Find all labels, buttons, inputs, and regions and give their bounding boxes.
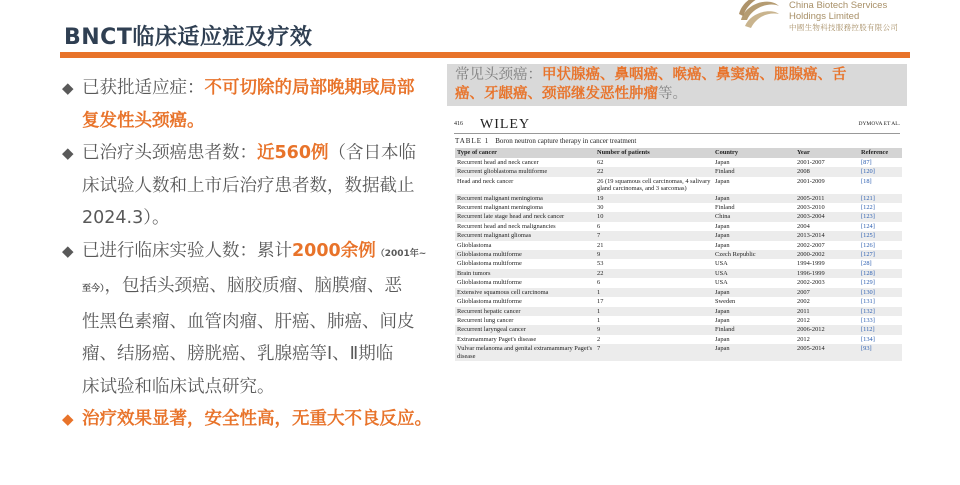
table-cell: 2007 [795, 288, 859, 297]
table-cell: 22 [595, 167, 713, 176]
table-cell: Recurrent lung cancer [457, 316, 514, 324]
table-cell: 2011 [795, 307, 859, 316]
table-cell: Sweden [715, 298, 736, 306]
table-cell: Glioblastoma multiforme [457, 279, 522, 287]
reference-link[interactable]: [131] [861, 298, 875, 306]
journal-excerpt [447, 108, 907, 485]
table-cell: 2001-2009 [797, 177, 825, 185]
table-cell: 17 [597, 298, 604, 306]
reference-link[interactable]: [120] [859, 167, 902, 176]
table-cell: Finland [715, 204, 735, 212]
table-cell: 26 (19 squamous cell carcinomas, 4 salivary gland carcinomas, and 3 sarcomas) [597, 177, 711, 193]
page-number: 416 [454, 121, 463, 127]
table-cell: USA [715, 279, 728, 287]
table-row [455, 250, 902, 259]
table-cell: Japan [713, 231, 795, 240]
table-row [455, 158, 902, 167]
reference-link[interactable]: [123] [859, 212, 902, 221]
table-cell: Recurrent head and neck malignancies [457, 222, 556, 230]
reference-link[interactable]: [93] [859, 344, 902, 361]
table-cell: Japan [715, 177, 730, 185]
column-header: Country [713, 148, 795, 158]
company-logo [735, 0, 960, 38]
reference-link[interactable]: [126] [861, 241, 875, 249]
column-header: Number of patients [595, 148, 713, 158]
bullet-efficacy: ◆ 治疗效果显著，安全性高，无重大不良反应。 [62, 403, 442, 436]
column-header: Year [795, 148, 859, 158]
table-cell: 1 [595, 307, 713, 316]
table-cell: Japan [715, 335, 730, 343]
diamond-bullet-icon: ◆ [62, 410, 74, 428]
table-cell: 2012 [797, 335, 810, 343]
table-cell: Japan [715, 316, 730, 324]
reference-link[interactable]: [128] [859, 269, 902, 278]
table-row [455, 167, 902, 176]
table-cell: Japan [713, 288, 795, 297]
reference-link[interactable]: [133] [861, 316, 875, 324]
table-cell: 2002-2007 [797, 241, 825, 249]
table-cell: 2012 [797, 316, 810, 324]
table-caption: TABLE 1 Boron neutron capture therapy in cancer treatment [455, 137, 637, 145]
table-cell: 10 [595, 212, 713, 221]
table-cell: Recurrent hepatic cancer [455, 307, 595, 316]
table-row [455, 269, 902, 278]
reference-link[interactable]: [28] [861, 260, 872, 268]
table-cell: 2004 [797, 222, 810, 230]
reference-link[interactable]: [132] [859, 307, 902, 316]
table-cell: 2005-2011 [795, 194, 859, 203]
table-cell: Finland [713, 167, 795, 176]
table-cell: Japan [713, 307, 795, 316]
table-cell: Japan [715, 159, 730, 166]
logo-text: China Biotech Services Holdings Limited 中國生物科技服務控股有限公司 [789, 0, 899, 32]
table-cell: Recurrent laryngeal cancer [455, 325, 595, 334]
table-row [455, 259, 902, 268]
bullet-clinical-trials: ◆ 已进行临床实验人数：累计2000余例（2001年~ [62, 235, 442, 271]
table-cell: Recurrent malignant meningioma [455, 194, 595, 203]
table-cell: 2003-2010 [797, 204, 825, 212]
table-cell: Recurrent malignant meningioma [457, 204, 543, 212]
table-cell: 62 [597, 159, 604, 166]
diamond-bullet-icon: ◆ [62, 241, 74, 260]
title-underline [60, 52, 910, 58]
journal-logo: WILEY [480, 117, 531, 132]
table-cell: 1994-1999 [797, 260, 825, 268]
table-cell: 2001-2007 [797, 159, 825, 166]
bullet-approved-indication: ◆ 已获批适应症：不可切除的局部晚期或局部 [62, 72, 442, 105]
table-cell: Japan [715, 241, 730, 249]
column-header: Reference [859, 148, 902, 158]
table-row [455, 335, 902, 344]
table-cell: 9 [595, 250, 713, 259]
table-cell: 2000-2002 [795, 250, 859, 259]
table-cell: 2002-2003 [797, 279, 825, 287]
table-row [455, 177, 902, 194]
table-row [455, 278, 902, 287]
table-row [455, 222, 902, 231]
reference-link[interactable]: [121] [859, 194, 902, 203]
journal-header [454, 116, 900, 134]
table-row [455, 307, 902, 316]
table-cell: 1 [597, 316, 601, 324]
logo-swirl-icon [735, 0, 783, 34]
table-cell: Glioblastoma multiforme [455, 250, 595, 259]
table-row [455, 297, 902, 306]
table-cell: Finland [713, 325, 795, 334]
table-cell: Recurrent malignant gliomas [455, 231, 595, 240]
table-cell: Head and neck cancer [457, 177, 514, 185]
table-cell: 21 [597, 241, 604, 249]
table-header-row [455, 148, 902, 158]
reference-link[interactable]: [127] [859, 250, 902, 259]
bnct-trials-table [455, 148, 902, 361]
table-cell: China [713, 212, 795, 221]
page-title: BNCT临床适应症及疗效 [64, 25, 313, 50]
table-cell: Czech Republic [713, 250, 795, 259]
table-cell: 22 [595, 269, 713, 278]
running-authors: DYMOVA ET AL. [858, 121, 900, 127]
table-cell: 2 [597, 335, 601, 343]
table-cell: 30 [597, 204, 604, 212]
table-cell: 9 [595, 325, 713, 334]
table-row [455, 194, 902, 203]
indications-list: ◆ 已获批适应症：不可切除的局部晚期或局部 复发性头颈癌。 ◆ 已治疗头颈癌患者数：近560例（含日本临 床试验人数和上市后治疗患者数，数据截止 2024.3）。 ◆ 已进行临床实验人数：累计2000余例（2001年~ 至今），包括头颈癌、脑胶质瘤、脑膜瘤、恶 性黑色素瘤、血管肉瘤、肝癌、肺癌、间皮 瘤、结肠癌、膀胱癌、乳腺癌等Ⅰ、Ⅱ期临 床试验和临床试点研究。 ◆ 治疗效果显著，安全性高，无重大不良反应。 [62, 72, 442, 436]
table-cell: Vulvar melanoma and genital extramammary Paget's disease [455, 344, 595, 361]
table-cell: Extensive squamous cell carcinoma [455, 288, 595, 297]
table-cell: USA [715, 260, 728, 268]
table-cell: 1996-1999 [795, 269, 859, 278]
table-cell: 2006-2012 [795, 325, 859, 334]
reference-link[interactable]: [124] [861, 222, 875, 230]
table-cell: 6 [597, 279, 601, 287]
bullet-treated-patients: ◆ 已治疗头颈癌患者数：近560例（含日本临 [62, 137, 442, 170]
table-cell: 7 [595, 231, 713, 240]
reference-link[interactable]: [112] [859, 325, 902, 334]
table-cell: 7 [595, 344, 713, 361]
table-cell: 53 [597, 260, 604, 268]
table-cell: Recurrent head and neck cancer [457, 159, 539, 166]
reference-link[interactable]: [125] [859, 231, 902, 240]
table-row [455, 325, 902, 334]
table-cell: 2005-2014 [795, 344, 859, 361]
table-cell: 2008 [795, 167, 859, 176]
table-cell: Japan [715, 222, 730, 230]
table-cell: Recurrent late stage head and neck cancer [455, 212, 595, 221]
reference-link[interactable]: [134] [861, 335, 875, 343]
diamond-bullet-icon: ◆ [62, 144, 74, 162]
table-row [455, 241, 902, 250]
table-cell: Glioblastoma [457, 241, 492, 249]
head-neck-cancer-caption: 常见头颈癌：甲状腺癌、鼻咽癌、喉癌、鼻窦癌、腮腺癌、舌 癌、牙龈癌、颈部继发恶性肿瘤等。 [447, 64, 907, 106]
table-cell: USA [713, 269, 795, 278]
table-cell: Recurrent glioblastoma multiforme [455, 167, 595, 176]
table-cell: Extramammary Paget's disease [457, 335, 537, 343]
reference-link[interactable]: [130] [859, 288, 902, 297]
table-cell: Brain tumors [455, 269, 595, 278]
table-cell: Japan [713, 344, 795, 361]
column-header: Type of cancer [455, 148, 595, 158]
table-row [455, 288, 902, 297]
table-cell: 19 [595, 194, 713, 203]
table-row [455, 212, 902, 221]
table-cell: 2013-2014 [795, 231, 859, 240]
table-row [455, 231, 902, 240]
table-cell: 2002 [797, 298, 810, 306]
reference-link[interactable]: [18] [861, 177, 872, 185]
table-cell: 6 [597, 222, 601, 230]
reference-link[interactable]: [129] [861, 279, 875, 287]
table-cell: Japan [713, 194, 795, 203]
reference-link[interactable]: [122] [861, 204, 875, 212]
table-cell: Glioblastoma multiforme [457, 298, 522, 306]
table-cell: 1 [595, 288, 713, 297]
diamond-bullet-icon: ◆ [62, 79, 74, 97]
table-row [455, 316, 902, 325]
table-cell: Glioblastoma multiforme [457, 260, 522, 268]
table-row [455, 203, 902, 212]
reference-link[interactable]: [87] [861, 159, 872, 166]
table-row [455, 344, 902, 361]
table-cell: 2003-2004 [795, 212, 859, 221]
